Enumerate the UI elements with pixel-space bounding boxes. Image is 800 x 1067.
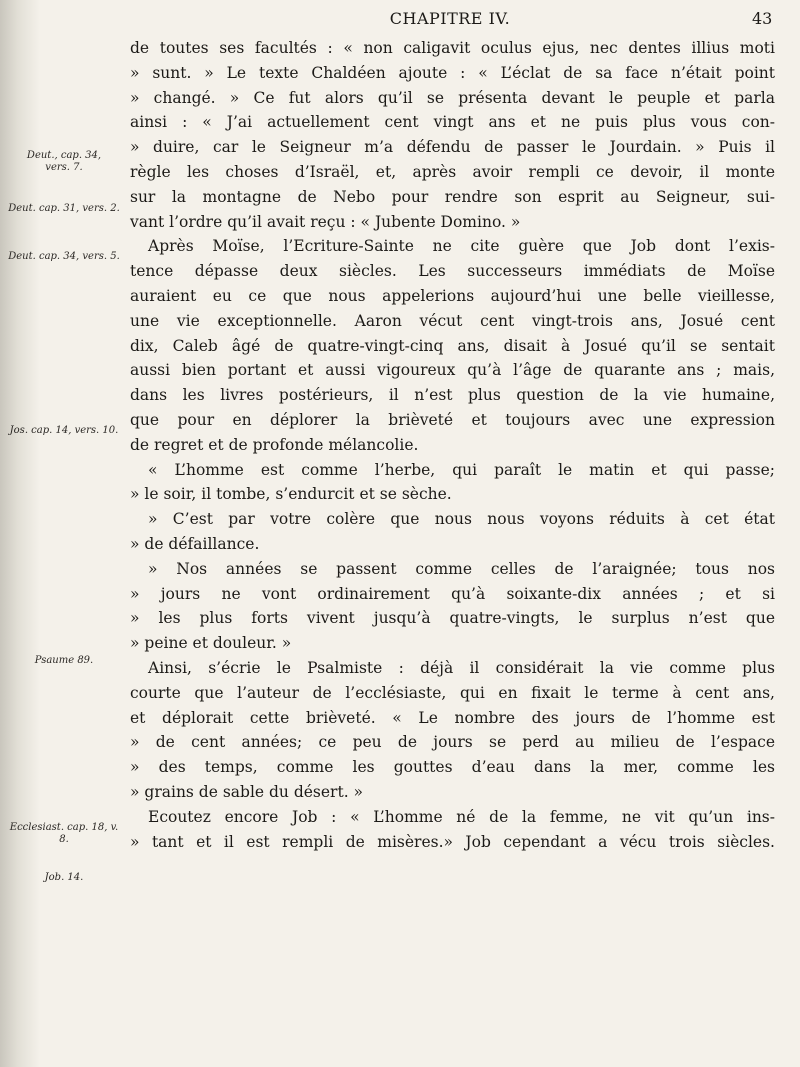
margin-note <box>4 425 124 437</box>
text-line: que pour en déplorer la brièveté et toujours avec une expression <box>130 410 775 429</box>
margin-note-line: Deut. cap. 34, vers. 5. <box>8 251 120 262</box>
text-line: règle les choses d’Israël, et, après avoir rempli ce devoir, il monte <box>130 162 775 181</box>
text-line: « L’homme est comme l’herbe, qui paraît le matin et qui passe; <box>148 460 775 479</box>
text-line: Ainsi, s’écrie le Psalmiste : déjà il considérait la vie comme plus <box>148 658 775 677</box>
text-line: » C’est par votre colère que nous nous voyons réduits à cet état <box>148 510 775 529</box>
body-text <box>130 36 775 854</box>
text-line: » des temps, comme les gouttes d’eau dans la mer, comme les <box>130 758 775 777</box>
text-line: » de défaillance. <box>130 534 260 553</box>
text-line: tence dépasse deux siècles. Les successeurs immédiats de Moïse <box>130 262 775 281</box>
text-line: » le soir, il tombe, s’endurcit et se sèche. <box>130 485 452 504</box>
page-number: 43 <box>752 9 773 28</box>
text-line: ainsi : « J’ai actuellement cent vingt ans et ne puis plus vous con- <box>130 113 775 132</box>
text-line: » tant et il est rempli de misères.» Job cependant a vécu trois siècles. <box>130 832 775 851</box>
margin-note <box>4 251 124 263</box>
text-line: aussi bien portant et aussi vigoureux qu’à l’âge de quarante ans ; mais, <box>130 361 775 380</box>
text-line: » de cent années; ce peu de jours se perd au milieu de l’espace <box>130 733 775 752</box>
text-line: et déplorait cette brièveté. « Le nombre des jours de l’homme est <box>130 708 775 727</box>
text-line: » Nos années se passent comme celles de l’araignée; tous nos <box>148 559 775 578</box>
text-line: de regret et de profonde mélancolie. <box>130 435 419 454</box>
running-head <box>0 9 800 31</box>
text-line: dix, Caleb âgé de quatre-vingt-cinq ans, disait à Josué qu’il se sentait <box>130 336 775 355</box>
margin-note-line: Job. 14. <box>44 872 84 883</box>
margin-note-line: vers. 7. <box>45 162 83 173</box>
margin-note-line: Jos. cap. 14, vers. 10. <box>9 425 119 436</box>
chapter-title: CHAPITRE IV. <box>389 9 511 28</box>
text-line: » les plus forts vivent jusqu’à quatre-vingts, le surplus n’est que <box>130 609 775 628</box>
margin-note-line: Ecclesiast. cap. 18, v. 8. <box>9 822 119 845</box>
text-line: » grains de sable du désert. » <box>130 782 364 801</box>
text-line: dans les livres postérieurs, il n’est plus question de la vie humaine, <box>130 386 775 405</box>
text-line: une vie exceptionnelle. Aaron vécut cent vingt-trois ans, Josué cent <box>130 311 775 330</box>
text-line: » duire, car le Seigneur m’a défendu de passer le Jourdain. » Puis il <box>130 138 775 157</box>
margin-note-line: Psaume 89. <box>34 655 94 666</box>
text-line: » jours ne vont ordinairement qu’à soixante-dix années ; et si <box>130 584 775 603</box>
text-line: de toutes ses facultés : « non caligavit oculus ejus, nec dentes illius moti <box>130 39 775 57</box>
text-line: vant l’ordre qu’il avait reçu : « Jubente Domino. » <box>130 212 521 231</box>
margin-note-line: Deut., cap. 34, <box>26 150 102 161</box>
margin-note-line: Deut. cap. 31, vers. 2. <box>8 203 120 214</box>
margin-note <box>4 655 124 667</box>
text-line: courte que l’auteur de l’ecclésiaste, qui en fixait le terme à cent ans, <box>130 683 775 702</box>
text-line: Après Moïse, l’Ecriture-Sainte ne cite guère que Job dont l’exis- <box>148 237 775 256</box>
margin-note <box>4 872 124 884</box>
text-line: » peine et douleur. » <box>130 634 292 653</box>
text-line: » sunt. » Le texte Chaldéen ajoute : « L’éclat de sa face n’était point <box>130 63 775 82</box>
text-line: Ecoutez encore Job : « L’homme né de la femme, ne vit qu’un ins- <box>148 807 775 826</box>
margin-note <box>4 150 124 174</box>
margin-note <box>4 822 124 846</box>
text-line: sur la montagne de Nebo pour rendre son esprit au Seigneur, sui- <box>130 187 775 206</box>
text-line: auraient eu ce que nous appelerions aujourd’hui une belle vieillesse, <box>130 286 775 305</box>
margin-note <box>4 203 124 215</box>
text-line: » changé. » Ce fut alors qu’il se présenta devant le peuple et parla <box>130 88 775 107</box>
